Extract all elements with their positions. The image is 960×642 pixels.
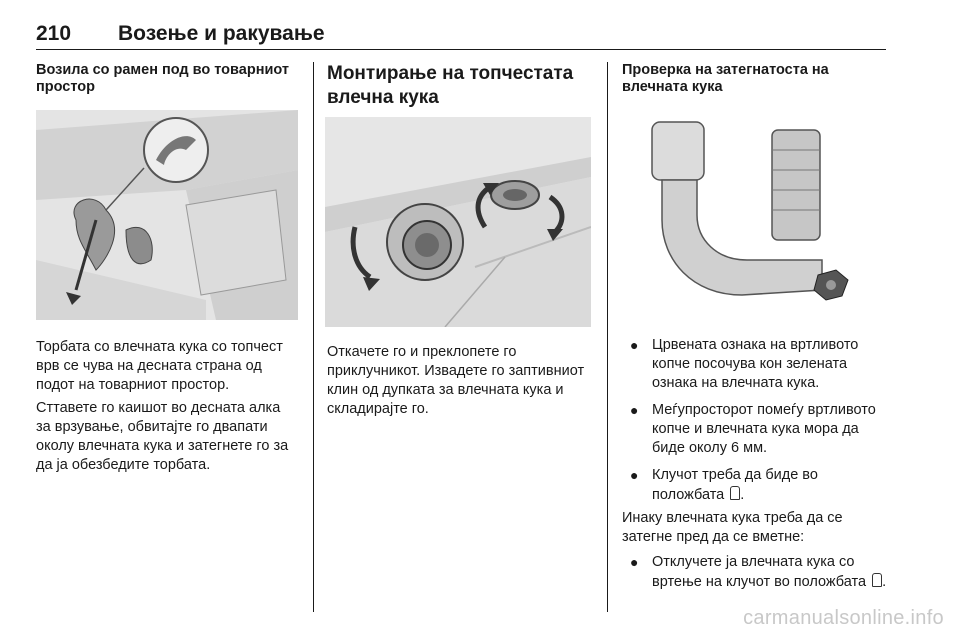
column-3 [622, 62, 888, 600]
key-position-icon [872, 573, 882, 587]
figure-luggage-floor [36, 110, 298, 320]
section-heading-tightness-check: Проверка на затегнатоста на влечната кука [622, 62, 829, 95]
bullet-item: ● Црвената ознака на вртливото копче посочува кон зелената ознака на влечната кука. [630, 337, 859, 391]
key-position-icon [730, 486, 740, 500]
page-header [36, 18, 886, 52]
section-heading-flat-floor: Возила со рамен под во товарниот простор [36, 62, 289, 95]
watermark: carmanualsonline.info [743, 607, 944, 629]
section-heading-mounting: Монтирање на топчестата влечна кука [327, 63, 574, 108]
paragraph-otherwise-tighten: Инаку влечната кука треба да се затегне пред да се вметне: [622, 510, 843, 545]
bullet-item: ● Клучот треба да биде во положбата . [630, 467, 818, 503]
figure-socket-fold [325, 117, 591, 327]
paragraph-bag-storage: Торбата со влечната кука со топчест врв се чува на десната страна од подот на товарниот простор. [36, 339, 283, 393]
column-divider-2 [607, 62, 608, 612]
header-rule [36, 49, 886, 50]
figure-tow-bar [622, 110, 884, 320]
column-1 [36, 62, 298, 475]
column-2 [327, 62, 595, 419]
bullet-item: ● Отклучете ја влечната кука со вртење на клучот во положбата . [630, 554, 887, 590]
column-divider-1 [313, 62, 314, 612]
page-number: 210 [36, 22, 72, 45]
bullet-item: ● Меѓупросторот помеѓу вртливото копче и влечната кука мора да биде околу 6 мм. [630, 402, 876, 456]
paragraph-strap-instructions: Сттавете го каишот во десната алка за врзување, обвитајте го двапати околу влечната кука и затегнете го за да ја обезбедите торбата. [36, 400, 289, 473]
paragraph-unhook-socket: Откачете го и преклопете го приклучникот. Извадете го заптивниот клин од дупката за влечната кука и складирајте го. [327, 344, 585, 417]
chapter-title: Возење и ракување [118, 22, 325, 45]
tightness-bullet-list [622, 336, 888, 505]
unlock-bullet-list [622, 553, 888, 592]
